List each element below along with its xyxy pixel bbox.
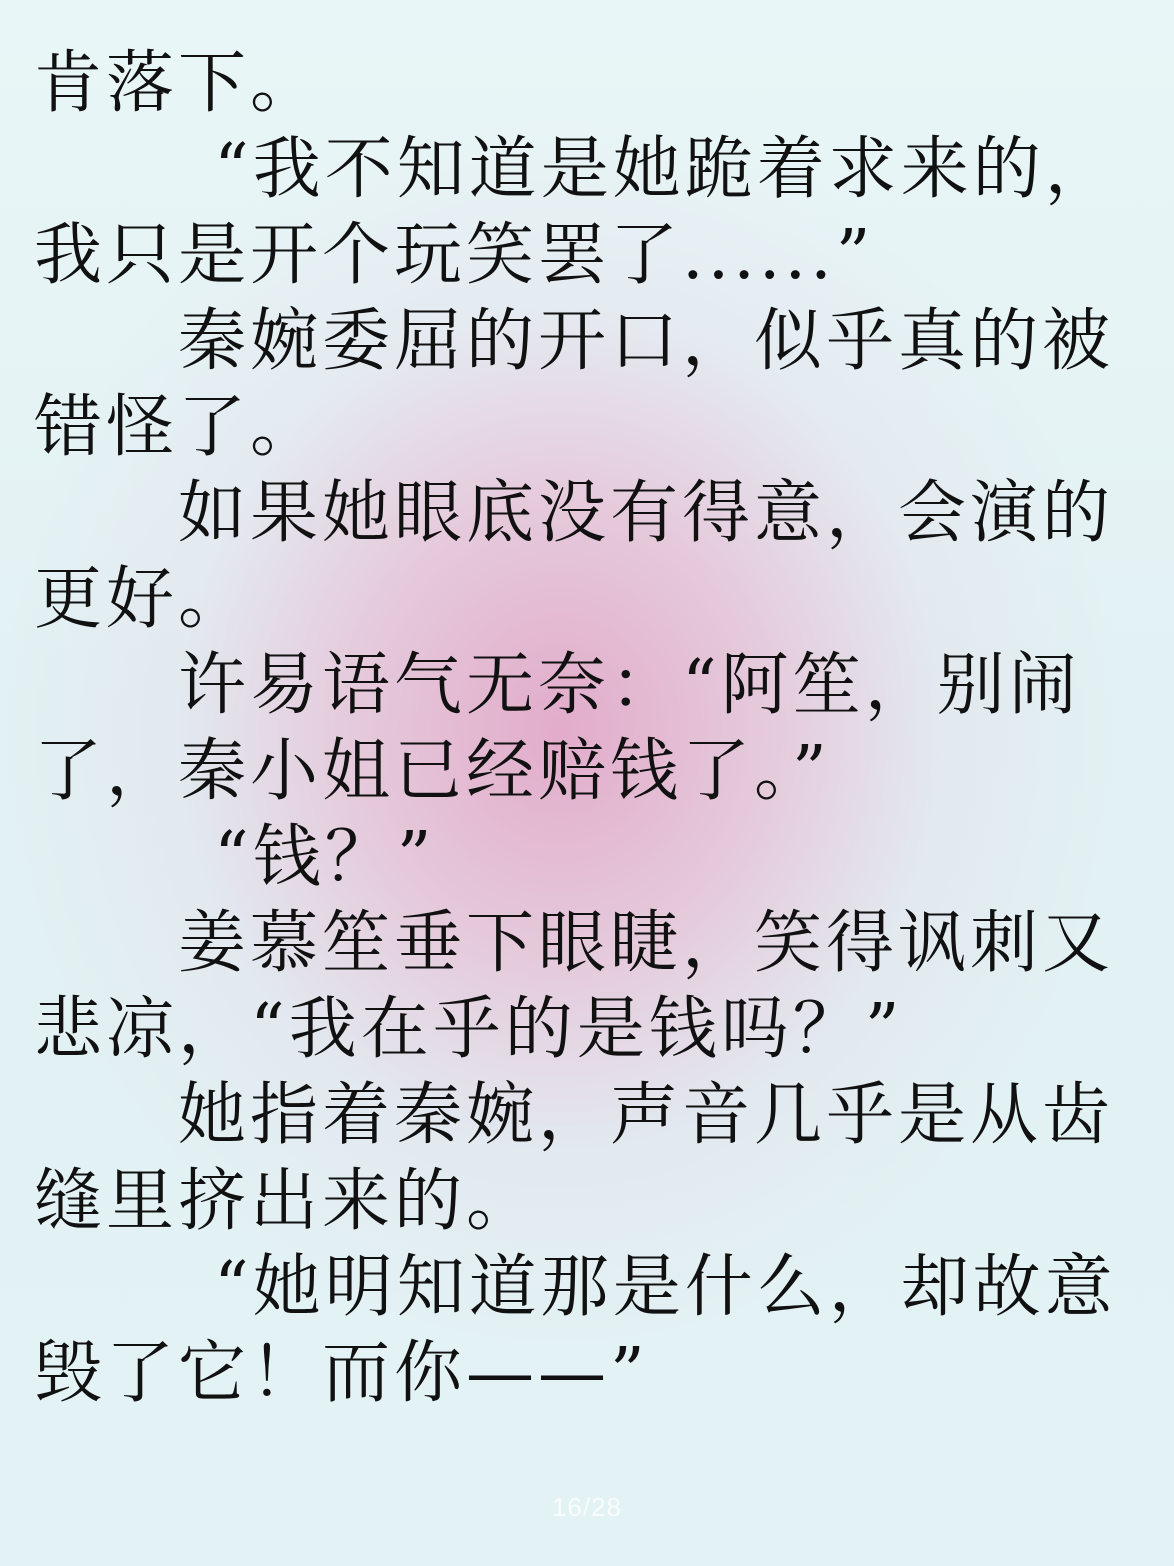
text-line: 缝里挤出来的。 (34, 1162, 539, 1241)
text-line: 悲凉，“我在乎的是钱吗？” (34, 990, 904, 1069)
text-line: 毁了它！而你——” (34, 1334, 649, 1413)
text-line: 错怪了。 (34, 388, 323, 467)
text-line: 秦婉委屈的开口，似乎真的被 (178, 302, 1115, 381)
text-line: “我不知道是她跪着求来的， (214, 130, 1117, 209)
text-line: “钱？” (214, 818, 436, 897)
text-line: 肯落下。 (34, 44, 323, 123)
text-line: “她明知道那是什么，却故意 (214, 1248, 1117, 1327)
text-line: 她指着秦婉，声音几乎是从齿 (178, 1076, 1115, 1155)
text-line: 更好。 (34, 560, 251, 639)
text-line: 如果她眼底没有得意，会演的 (178, 474, 1115, 553)
text-line: 姜慕笙垂下眼睫，笑得讽刺又 (178, 904, 1115, 983)
page-indicator: 16/28 (551, 1492, 623, 1522)
text-line: 了，秦小姐已经赔钱了。” (34, 732, 831, 811)
text-line: 我只是开个玩笑罢了......” (34, 216, 875, 295)
text-line: 许易语气无奈：“阿笙，别闹 (178, 646, 1081, 725)
